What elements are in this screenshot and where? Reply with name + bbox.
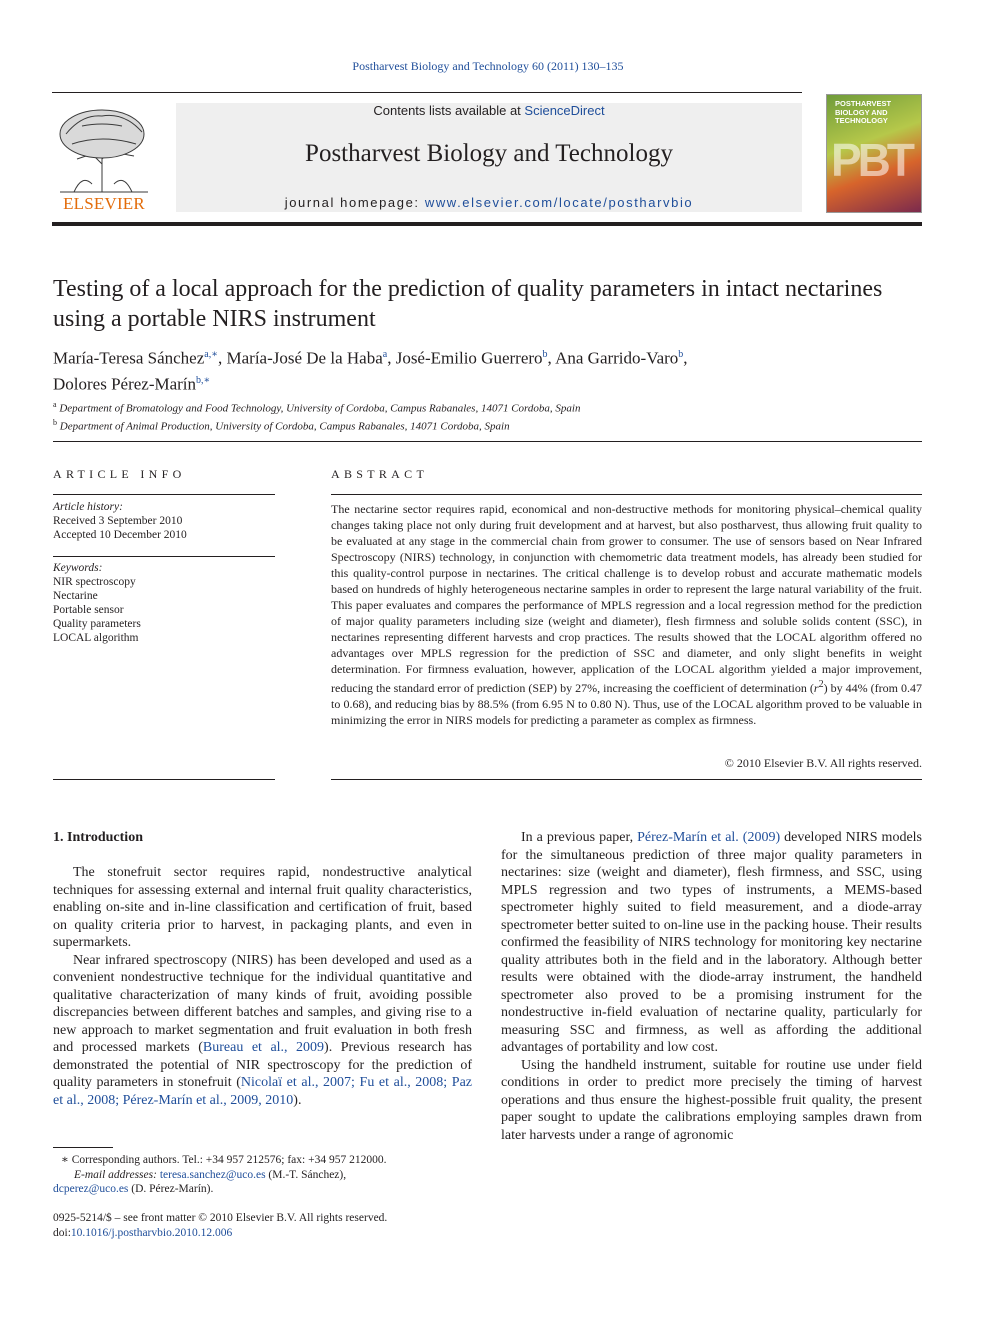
affiliation-list [53, 398, 923, 433]
history-label: Article history: [53, 501, 123, 513]
keyword: LOCAL algorithm [53, 632, 139, 644]
journal-reference[interactable]: Postharvest Biology and Technology 60 (2011) 130–135 [352, 59, 624, 73]
affiliation-mark: a [53, 400, 57, 409]
author-affiliation-mark[interactable]: b,∗ [196, 374, 211, 386]
affiliation-rule [53, 441, 922, 442]
article-info-heading: ARTICLE INFO [53, 467, 186, 481]
author-list [53, 344, 923, 395]
paragraph [501, 829, 922, 1057]
cover-title: POSTHARVEST BIOLOGY AND TECHNOLOGY [835, 99, 892, 125]
sciencedirect-link[interactable]: ScienceDirect [524, 103, 605, 118]
footnote-rule [53, 1147, 113, 1148]
abstract-bottom-rule [331, 779, 922, 780]
section-heading-introduction: 1. Introduction [53, 830, 143, 845]
front-matter [53, 1211, 473, 1241]
corresponding-author-footnote [53, 1153, 473, 1197]
paragraph-text: In a previous paper, [521, 830, 638, 845]
homepage-link[interactable]: www.elsevier.com/locate/postharvbio [424, 195, 694, 210]
journal-cover-image [826, 94, 922, 213]
abstract-text [331, 501, 922, 728]
email-label: E-mail addresses: [74, 1168, 160, 1181]
email-link[interactable]: dcperez@uco.es [53, 1183, 129, 1195]
cover-letters: PBT [831, 134, 911, 186]
corresponding-line: ∗ Corresponding authors. Tel.: +34 957 212576; fax: +34 957 212000. [61, 1154, 387, 1166]
article-history [53, 500, 275, 542]
abstract-part-2: ) by 44% (from 0.47 to 0.68), and reducing bias by 88.5% (from 6.95 N to 0.80 N). Thus, use of the LOCAL algorithm proved to be valuable in minimizing the error in NIRS models for predicting a parameter as complex as firmness. [331, 681, 922, 727]
keyword: NIR spectroscopy [53, 576, 136, 588]
paragraph: Using the handheld instrument, suitable for routine use under field conditions in order to predict more precisely the timing of harvest operations and thus ensure the highest-possible fruit quality, the present paper sought to update the calibrations employing samples drawn from later harvests under a range of agronomic [501, 1057, 922, 1143]
r-exponent: 2 [818, 679, 824, 690]
author-separator: , [683, 348, 688, 368]
author-name: María-Teresa Sánchez [53, 348, 205, 368]
author-name: Ana Garrido-Varo [555, 348, 679, 368]
header-top-rule [52, 92, 802, 93]
citation-link[interactable]: Pérez-Marín et al. (2009) [637, 830, 781, 845]
keyword: Portable sensor [53, 604, 124, 616]
r-symbol: r [813, 681, 819, 695]
author-affiliation-mark[interactable]: a [382, 349, 388, 360]
history-received: Received 3 September 2010 [53, 515, 183, 527]
abstract-rule [331, 494, 922, 495]
keyword: Quality parameters [53, 618, 141, 630]
author-name: Dolores Pérez-Marín [53, 374, 197, 394]
keywords-label: Keywords: [53, 562, 103, 574]
citation-link[interactable]: Nicolaï et al., 2007; Fu et al., 2008; Paz et al., 2008; Pérez-Marín et al., 2009, 2010 [53, 1075, 473, 1108]
journal-title: Postharvest Biology and Technology [305, 140, 673, 167]
journal-homepage [176, 195, 802, 210]
paragraph-text: ). Previous research has demonstrated the potential of NIR spectroscopy for the prediction of quality parameters in stonefruit ( [53, 1040, 472, 1090]
article-info-rule [53, 494, 275, 495]
publisher-wordmark: ELSEVIER [63, 194, 145, 213]
author-affiliation-mark[interactable]: a,∗ [204, 349, 218, 360]
history-accepted: Accepted 10 December 2010 [53, 529, 187, 541]
contents-prefix: Contents lists available at [373, 103, 525, 118]
author-name: María-José De la Haba [226, 348, 383, 368]
paragraph: The stonefruit sector requires rapid, nondestructive analytical techniques for assessing external and internal fruit quality characteristics, enabling on-site and in-line classification and certification of fruit, based on quality criteria prior to harvest, in packaging plants, and even in supermarkets. [53, 865, 472, 950]
homepage-prefix: journal homepage: [284, 195, 425, 210]
paragraph-text: developed NIRS models for the simultaneous prediction of three major quality parameters in nectarines: size (weight and diameter), flesh firmness, and SSC, using MPLS regression and two types of instruments, a MEMS-based spectrometer highly suited to field measurement, and a diode-array spectrometer better suited to on-line use in the packing house. Their results confirmed the feasibility of NIRS technology for monitoring key nectarine quality attributes both in the field and in the laboratory. Although better results were obtained with the diode-array instrument, the handheld spectrometer also proved to be a promising instrument for the nondestructive in-field evaluation of nectarine quality, particularly for measuring SSC and firmness, as well as affording the additional advantages of portability and low cost. [501, 830, 922, 1055]
author-name: José-Emilio Guerrero [395, 348, 543, 368]
author-affiliation-mark[interactable]: b [678, 349, 684, 360]
affiliation [53, 416, 923, 434]
keywords-block [53, 561, 275, 645]
contents-line [176, 103, 802, 118]
keyword: Nectarine [53, 590, 98, 602]
email-owner: (D. Pérez-Marín). [128, 1183, 214, 1195]
header-bottom-rule [52, 222, 922, 226]
article-info-bottom-rule [53, 779, 275, 780]
author-separator: , [387, 348, 396, 368]
email-link[interactable]: teresa.sanchez@uco.es [159, 1168, 266, 1181]
body-column-right [501, 829, 922, 1144]
doi-link[interactable]: 10.1016/j.postharvbio.2010.12.006 [70, 1227, 233, 1239]
author-affiliation-mark[interactable]: b [542, 349, 548, 360]
issn-line: 0925-5214/$ – see front matter © 2010 Elsevier B.V. All rights reserved. [53, 1212, 388, 1224]
doi-label: doi: [53, 1227, 71, 1239]
body-column-left [53, 864, 472, 1109]
affiliation-mark: b [53, 417, 57, 427]
paragraph-text: ). [293, 1092, 302, 1108]
abstract-copyright: © 2010 Elsevier B.V. All rights reserved. [724, 756, 922, 770]
affiliation [53, 398, 923, 416]
abstract-heading: ABSTRACT [331, 467, 429, 481]
affiliation-text: Department of Bromatology and Food Technology, University of Cordoba, Campus Rabanales, 14071 Cordoba, Spain [59, 402, 581, 415]
abstract-part-1: The nectarine sector requires rapid, economical and non-destructive methods for monitoring physical–chemical quality changes taking place not only during fruit development and at harvest, but also postharvest, thus allowing fruit quality to be evaluated at any stage in the commercial chain from grower to consumer. The use of sensors based on Near Infrared Spectroscopy (NIRS) technology, in conjunction with chemometric data treatment models, has already been studied for this quality-control purpose in nectarines. The critical challenge is to develop robust and accurate mathematic models based on hundreds of highly heterogeneous nectarine samples in order to represent the large natural variability of the fruit. This paper evaluates and compares the performance of MPLS regression and a local regression method for the prediction of major quality parameters including size (weight and diameter), flesh firmness and soluble solids content (SSC), in nectarines representing different harvests and crop practices. The results showed that the LOCAL algorithm offered no advantages over MPLS regression for the prediction of SSC and diameter, and only slight benefits in weight determination. For firmness evaluation, however, application of the LOCAL algorithm yielded a major improvement, reducing the standard error of prediction (SEP) by 27%, increasing the coefficient of determination ( [331, 502, 922, 695]
author-separator: , [218, 348, 227, 368]
keywords-rule [53, 556, 275, 557]
paper-title: Testing of a local approach for the prediction of quality parameters in intact nectarines using a portable NIRS instrument [53, 276, 883, 332]
affiliation-text: Department of Animal Production, University of Cordoba, Campus Rabanales, 14071 Cordoba, Spain [59, 420, 510, 433]
citation-link[interactable]: Bureau et al., 2009 [202, 1040, 325, 1055]
email-owner: (M.-T. Sánchez), [265, 1168, 347, 1181]
paragraph [53, 952, 472, 1110]
author-separator: , [547, 348, 556, 368]
paragraph-text: Near infrared spectroscopy (NIRS) has been developed and used as a convenient nondestructive technique for the individual quantitative and qualitative characterization of many kinds of fruit, avoiding possible discrepancies between different batches and samples, and giving rise to a new approach to market segmentation and fruit evaluation in both fresh and processed markets ( [53, 952, 472, 1055]
